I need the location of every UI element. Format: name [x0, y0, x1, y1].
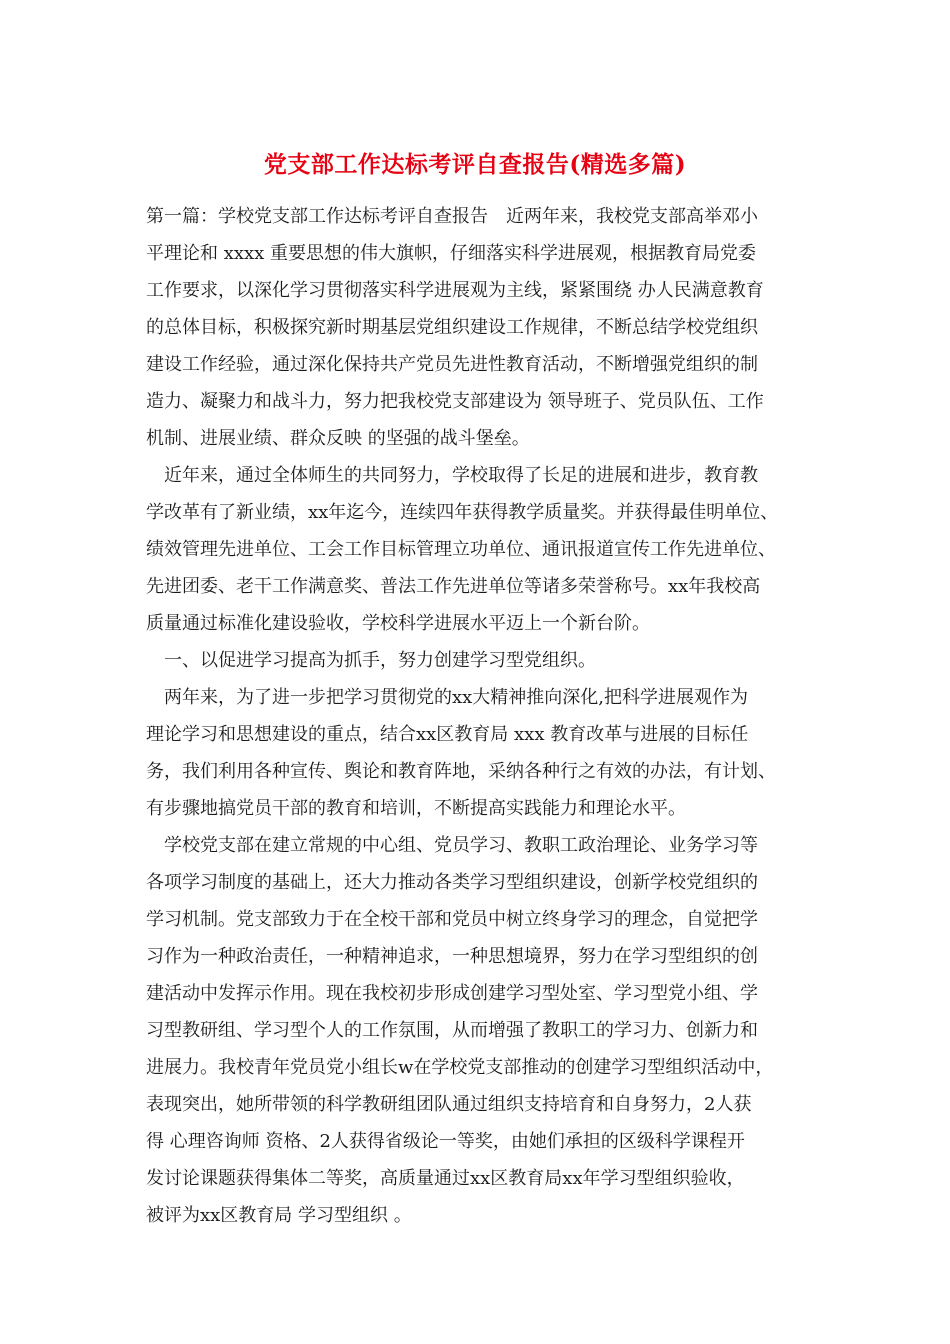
text-line: 建活动中发挥示作用。现在我校初步形成创建学习型处室、学习型党小组、学 — [146, 983, 758, 1004]
text-line: 发讨论课题获得集体二等奖，高质量通过xx区教育局xx年学习型组织验收， — [146, 1168, 745, 1189]
text-line: 两年来，为了进一步把学习贯彻党的xx大精神推向深化,把科学进展观作为 — [146, 687, 749, 708]
text-line: 进展力。我校青年党员党小组长w在学校党支部推动的创建学习型组织活动中， — [146, 1057, 774, 1078]
text-line: 各项学习制度的基础上，还大力推动各类学习型组织建设，创新学校党组织的 — [146, 872, 758, 893]
text-line: 学改革有了新业绩，xx年迄今，连续四年获得教学质量奖。并获得最佳明单位、 — [146, 502, 779, 523]
text-line: 建设工作经验，通过深化保持共产党员先进性教育活动，不断增强党组织的制 — [146, 354, 758, 375]
text-line: 造力、凝聚力和战斗力，努力把我校党支部建设为 领导班子、党员队伍、工作 — [146, 391, 764, 412]
paragraph-2 — [146, 457, 826, 642]
text-line: 第一篇：学校党支部工作达标考评自查报告 近两年来，我校党支部高举邓小 — [146, 206, 758, 227]
text-line: 工作要求，以深化学习贯彻落实科学进展观为主线，紧紧围绕 办人民满意教育 — [146, 280, 764, 301]
paragraph-3 — [146, 679, 826, 827]
text-line: 得 心理咨询师 资格、2人获得省级论一等奖，由她们承担的区级科学课程开 — [146, 1131, 745, 1152]
text-line: 表现突出，她所带领的科学教研组团队通过组织支持培育和自身努力，2人获 — [146, 1094, 752, 1115]
text-line: 机制、进展业绩、群众反映 的坚强的战斗堡垒。 — [146, 428, 530, 449]
text-line: 先进团委、老干工作满意奖、普法工作先进单位等诸多荣誉称号。xx年我校高 — [146, 576, 761, 597]
text-line: 一、以促进学习提高为抓手，努力创建学习型党组织。 — [146, 650, 596, 671]
section-heading-1 — [146, 642, 826, 679]
text-line: 理论学习和思想建设的重点，结合xx区教育局 xxx 教育改革与进展的目标任 — [146, 724, 749, 745]
text-line: 习型教研组、学习型个人的工作氛围，从而增强了教职工的学习力、创新力和 — [146, 1020, 758, 1041]
paragraph-1 — [146, 198, 826, 457]
text-line: 学习机制。党支部致力于在全校干部和党员中树立终身学习的理念，自觉把学 — [146, 909, 758, 930]
text-line: 有步骤地搞党员干部的教育和培训，不断提高实践能力和理论水平。 — [146, 798, 686, 819]
text-line: 被评为xx区教育局 学习型组织 。 — [146, 1205, 412, 1226]
text-line: 平理论和 xxxx 重要思想的伟大旗帜，仔细落实科学进展观，根据教育局党委 — [146, 243, 757, 264]
document-title: 党支部工作达标考评自查报告(精选多篇) — [263, 151, 687, 178]
paragraph-4 — [146, 827, 826, 1234]
text-line: 务，我们利用各种宣传、舆论和教育阵地，采纳各种行之有效的办法，有计划、 — [146, 761, 776, 782]
text-line: 质量通过标准化建设验收，学校科学进展水平迈上一个新台阶。 — [146, 613, 650, 634]
text-line: 的总体目标，积极探究新时期基层党组织建设工作规律，不断总结学校党组织 — [146, 317, 758, 338]
text-line: 习作为一种政治责任，一种精神追求，一种思想境界，努力在学习型组织的创 — [146, 946, 758, 967]
text-line: 绩效管理先进单位、工会工作目标管理立功单位、通讯报道宣传工作先进单位、 — [146, 539, 776, 560]
text-line: 近年来，通过全体师生的共同努力，学校取得了长足的进展和进步，教育教 — [146, 465, 758, 486]
text-line: 学校党支部在建立常规的中心组、党员学习、教职工政治理论、业务学习等 — [146, 835, 758, 856]
